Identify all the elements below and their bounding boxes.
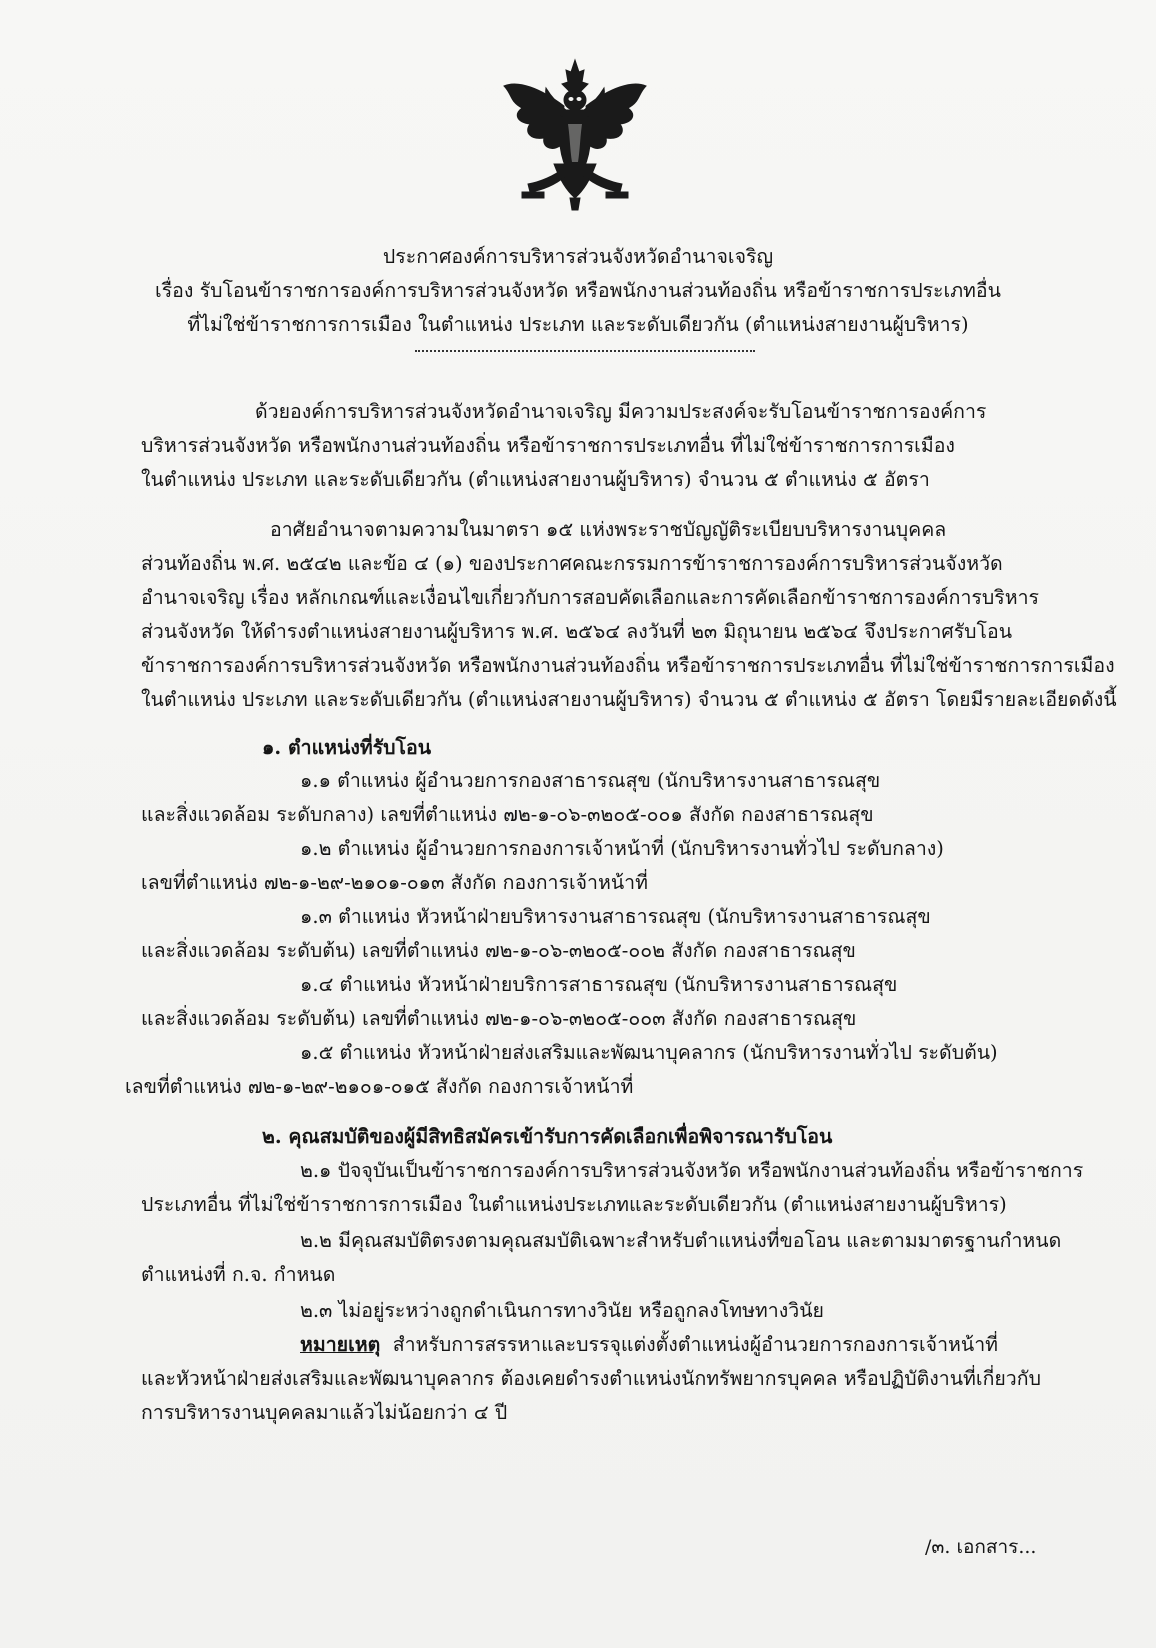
- garuda-emblem-icon: [500, 58, 650, 213]
- position-1-4-cont: และสิ่งแวดล้อม ระดับต้น) เลขที่ตำแหน่ง ๗๒-๑-๐๖-๓๒๐๕-๐๐๓ สังกัด กองสาธารณสุข: [141, 1007, 857, 1030]
- qualification-2-2-cont: ตำแหน่งที่ ก.จ. กำหนด: [141, 1263, 336, 1286]
- qualification-2-2: ๒.๒ มีคุณสมบัติตรงตามคุณสมบัติเฉพาะสำหรับตำแหน่งที่ขอโอน และตามมาตรฐานกำหนด: [300, 1229, 1062, 1252]
- para1-line-2: บริหารส่วนจังหวัด หรือพนักงานส่วนท้องถิ่น หรือข้าราชการประเภทอื่น ที่ไม่ใช่ข้าราชการการเมือง: [141, 434, 955, 457]
- para2-line-6: ในตำแหน่ง ประเภท และระดับเดียวกัน (ตำแหน่งสายงานผู้บริหาร) จำนวน ๕ ตำแหน่ง ๕ อัตรา โดยมีรายละเอียดดังนี้: [141, 688, 1117, 711]
- position-1-2-cont: เลขที่ตำแหน่ง ๗๒-๑-๒๙-๒๑๐๑-๐๑๓ สังกัด กองการเจ้าหน้าที่: [141, 871, 648, 894]
- continuation-marker: /๓. เอกสาร...: [925, 1536, 1037, 1558]
- note-line-3: การบริหารงานบุคคลมาแล้วไม่น้อยกว่า ๔ ปี: [141, 1401, 508, 1424]
- para2-line-2: ส่วนท้องถิ่น พ.ศ. ๒๕๔๒ และข้อ ๔ (๑) ของประกาศคณะกรรมการข้าราชการองค์การบริหารส่วนจังหวัด: [141, 552, 1003, 575]
- section1-heading: ๑. ตำแหน่งที่รับโอน: [262, 736, 432, 759]
- title-line-2: เรื่อง รับโอนข้าราชการองค์การบริหารส่วนจังหวัด หรือพนักงานส่วนท้องถิ่น หรือข้าราชการประเภทอื่น: [155, 279, 1001, 302]
- note-line-1: [300, 1331, 998, 1359]
- position-1-2: ๑.๒ ตำแหน่ง ผู้อำนวยการกองการเจ้าหน้าที่ (นักบริหารงานทั่วไป ระดับกลาง): [300, 837, 944, 860]
- title-line-3: ที่ไม่ใช่ข้าราชการการเมือง ในตำแหน่ง ประเภท และระดับเดียวกัน (ตำแหน่งสายงานผู้บริหาร): [187, 313, 969, 336]
- note-text-1: สำหรับการสรรหาและบรรจุแต่งตั้งตำแหน่งผู้อำนวยการกองการเจ้าหน้าที่: [392, 1333, 999, 1356]
- section2-heading: ๒. คุณสมบัติของผู้มีสิทธิสมัครเข้ารับการคัดเลือกเพื่อพิจารณารับโอน: [262, 1125, 833, 1148]
- qualification-2-1-cont: ประเภทอื่น ที่ไม่ใช่ข้าราชการการเมือง ในตำแหน่งประเภทและระดับเดียวกัน (ตำแหน่งสายงานผู้บริหาร): [141, 1193, 1007, 1216]
- position-1-1-cont: และสิ่งแวดล้อม ระดับกลาง) เลขที่ตำแหน่ง ๗๒-๑-๐๖-๓๒๐๕-๐๐๑ สังกัด กองสาธารณสุข: [141, 803, 874, 826]
- note-line-2: และหัวหน้าฝ่ายส่งเสริมและพัฒนาบุคลากร ต้องเคยดำรงตำแหน่งนักทรัพยากรบุคคล หรือปฏิบัติงานที่เกี่ยวกับ: [141, 1367, 1041, 1390]
- qualification-2-3: ๒.๓ ไม่อยู่ระหว่างถูกดำเนินการทางวินัย หรือถูกลงโทษทางวินัย: [300, 1299, 824, 1322]
- position-1-5: ๑.๕ ตำแหน่ง หัวหน้าฝ่ายส่งเสริมและพัฒนาบุคลากร (นักบริหารงานทั่วไป ระดับต้น): [300, 1041, 998, 1064]
- para2-line-5: ข้าราชการองค์การบริหารส่วนจังหวัด หรือพนักงานส่วนท้องถิ่น หรือข้าราชการประเภทอื่น ที่ไม่ใช่ข้าราชการการเมือง: [141, 654, 1115, 677]
- qualification-2-1: ๒.๑ ปัจจุบันเป็นข้าราชการองค์การบริหารส่วนจังหวัด หรือพนักงานส่วนท้องถิ่น หรือข้าราชการ: [300, 1159, 1084, 1182]
- para2-line-1: อาศัยอำนาจตามความในมาตรา ๑๕ แห่งพระราชบัญญัติระเบียบบริหารงานบุคคล: [270, 518, 947, 541]
- para1-line-1: ด้วยองค์การบริหารส่วนจังหวัดอำนาจเจริญ มีความประสงค์จะรับโอนข้าราชการองค์การ: [255, 400, 987, 423]
- title-divider: [415, 350, 755, 352]
- position-1-1: ๑.๑ ตำแหน่ง ผู้อำนวยการกองสาธารณสุข (นักบริหารงานสาธารณสุข: [300, 769, 881, 792]
- para2-line-4: ส่วนจังหวัด ให้ดำรงตำแหน่งสายงานผู้บริหาร พ.ศ. ๒๕๖๔ ลงวันที่ ๒๓ มิถุนายน ๒๕๖๔ จึงประกาศรับโอน: [141, 620, 1013, 643]
- title-line-1: ประกาศองค์การบริหารส่วนจังหวัดอำนาจเจริญ: [382, 245, 774, 268]
- position-1-4: ๑.๔ ตำแหน่ง หัวหน้าฝ่ายบริการสาธารณสุข (นักบริหารงานสาธารณสุข: [300, 973, 898, 996]
- position-1-3: ๑.๓ ตำแหน่ง หัวหน้าฝ่ายบริหารงานสาธารณสุข (นักบริหารงานสาธารณสุข: [300, 905, 931, 928]
- position-1-3-cont: และสิ่งแวดล้อม ระดับต้น) เลขที่ตำแหน่ง ๗๒-๑-๐๖-๓๒๐๕-๐๐๒ สังกัด กองสาธารณสุข: [141, 939, 856, 962]
- para1-line-3: ในตำแหน่ง ประเภท และระดับเดียวกัน (ตำแหน่งสายงานผู้บริหาร) จำนวน ๕ ตำแหน่ง ๕ อัตรา: [141, 468, 930, 491]
- announcement-title: [120, 240, 1036, 342]
- position-1-5-cont: เลขที่ตำแหน่ง ๗๒-๑-๒๙-๒๑๐๑-๐๑๕ สังกัด กองการเจ้าหน้าที่: [125, 1075, 634, 1098]
- para2-line-3: อำนาจเจริญ เรื่อง หลักเกณฑ์และเงื่อนไขเกี่ยวกับการสอบคัดเลือกและการคัดเลือกข้าราชการองค์การบริหาร: [141, 586, 1039, 609]
- note-label: หมายเหตุ: [300, 1333, 381, 1356]
